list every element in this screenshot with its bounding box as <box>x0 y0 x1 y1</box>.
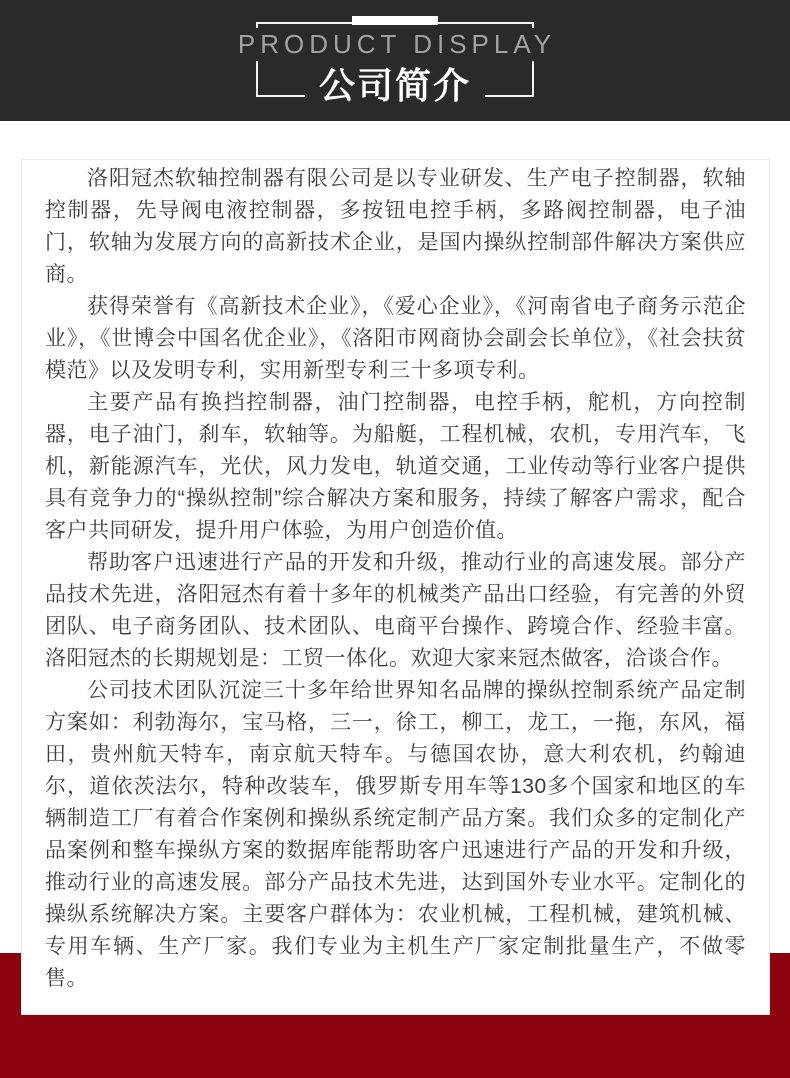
section-header <box>0 0 790 121</box>
intro-paragraph-1: 洛阳冠杰软轴控制器有限公司是以专业研发、生产电子控制器，软轴控制器，先导阀电液控制器，多按钮电控手柄，多路阀控制器，电子油门，软轴为发展方向的高新技术企业，是国内操纵控制部件解决方案供应商。 <box>45 167 746 286</box>
intro-paragraph-3: 主要产品有换挡控制器，油门控制器，电控手柄，舵机，方向控制器，电子油门，刹车，软轴等。为船艇，工程机械，农机，专用汽车，飞机，新能源汽车，光伏，风力发电，轨道交通，工业传动等行业客户提供具有竞争力的“操纵控制”综合解决方案和服务，持续了解客户需求，配合客户共同研发，提升用户体验，为用户创造价值。 <box>45 391 746 542</box>
intro-paragraph-4: 帮助客户迅速进行产品的开发和升级，推动行业的高速发展。部分产品技术先进，洛阳冠杰有着十多年的机械类产品出口经验，有完善的外贸团队、电子商务团队、技术团队、电商平台操作、跨境合作、经验丰富。洛阳冠杰的长期规划是：工贸一体化。欢迎大家来冠杰做客，洽谈合作。 <box>45 551 746 670</box>
header-top-bar-accent <box>352 16 438 25</box>
header-title-chinese: 公司简介 <box>305 65 485 106</box>
header-decorative-frame <box>237 22 557 106</box>
intro-paragraph-5: 公司技术团队沉淀三十多年给世界知名品牌的操纵控制系统产品定制方案如：利勃海尔，宝马格，三一，徐工，柳工，龙工，一拖，东风，福田，贵州航天特车，南京航天特车。与德国农协，意大利农机，约翰迪尔，道依茨法尔，特种改装车，俄罗斯专用车等130多个国家和地区的车辆制造工厂有着合作案例和操纵系统定制产品方案。我们众多的定制化产品案例和整车操纵方案的数据库能帮助客户迅速进行产品的开发和升级，推动行业的高速发展。部分产品技术先进，达到国外专业水平。定制化的操纵系统解决方案。主要客户群体为：农业机械，工程机械，建筑机械、专用车辆、生产厂家。我们专业为主机生产厂家定制批量生产，不做零售。 <box>45 679 746 990</box>
header-title-english: PRODUCT DISPLAY <box>230 28 560 61</box>
company-intro-card <box>21 159 770 1015</box>
intro-paragraph-2: 获得荣誉有《高新技术企业》，《爱心企业》，《河南省电子商务示范企业》，《世博会中国名优企业》，《洛阳市网商协会副会长单位》，《社会扶贫模范》以及发明专利，实用新型专利三十多项专利。 <box>45 295 746 382</box>
